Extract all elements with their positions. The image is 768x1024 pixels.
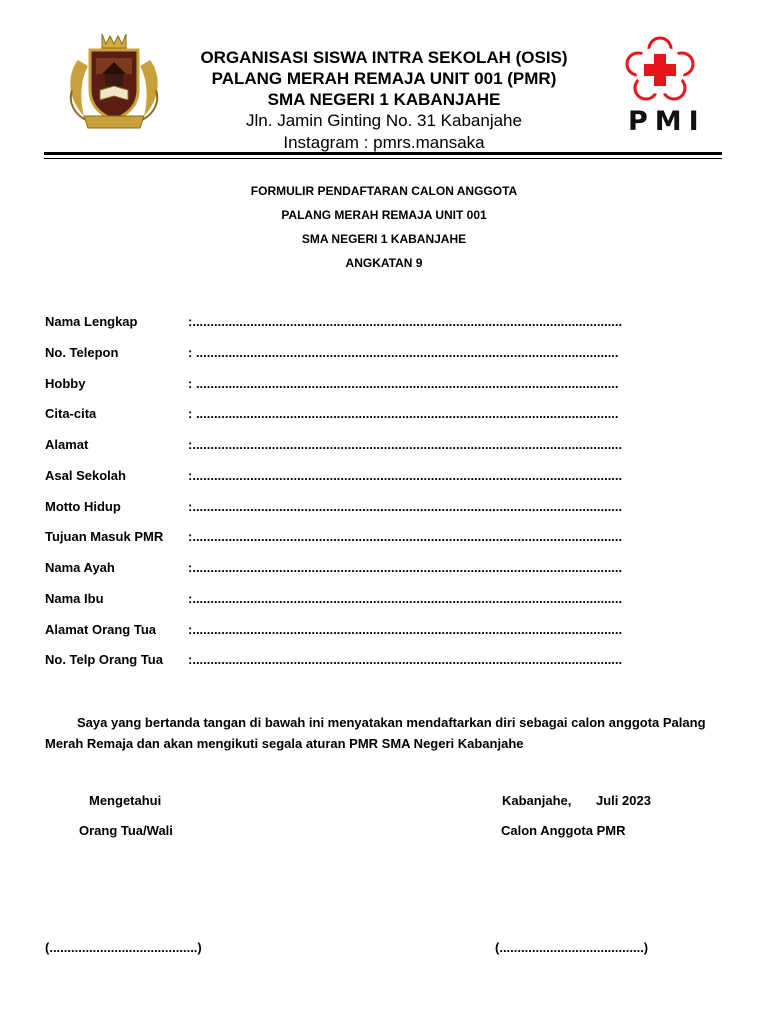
signature-right-role: Calon Anggota PMR <box>501 823 626 838</box>
header-divider-thin <box>44 158 722 159</box>
form-title-line2: PALANG MERAH REMAJA UNIT 001 <box>281 208 487 222</box>
signature-right-place: Kabanjahe, <box>502 793 572 808</box>
header-line-osis: ORGANISASI SISWA INTRA SEKOLAH (OSIS) <box>200 48 568 67</box>
field-label-hobby: Hobby <box>45 376 86 391</box>
form-title-line3: SMA NEGERI 1 KABANJAHE <box>301 232 467 246</box>
field-label-alamat: Alamat <box>45 437 89 452</box>
pmi-cross-icon <box>624 36 696 102</box>
signature-left-line[interactable]: (.........................................) <box>45 940 202 955</box>
header-line-pmr: PALANG MERAH REMAJA UNIT 001 (PMR) <box>211 69 557 88</box>
signature-right-line[interactable]: (........................................) <box>495 940 649 955</box>
field-label-cita-cita: Cita-cita <box>45 406 97 421</box>
field-label-motto-hidup: Motto Hidup <box>45 499 121 514</box>
signature-left-role: Orang Tua/Wali <box>79 823 173 838</box>
form-title-line1: FORMULIR PENDAFTARAN CALON ANGGOTA <box>250 184 518 198</box>
field-blank-nama-lengkap[interactable]: :....................................................................................................................... <box>188 314 623 329</box>
field-blank-tujuan-masuk-pmr[interactable]: :....................................................................................................................... <box>188 529 623 544</box>
field-blank-cita-cita[interactable]: : ..................................................................................................................... <box>188 406 619 421</box>
declaration-statement: Saya yang bertanda tangan di bawah ini menyatakan mendaftarkan diri sebagai calon anggota Palang Merah Remaja dan akan mengikuti segala aturan PMR SMA Negeri Kabanjahe <box>45 715 706 751</box>
field-label-no-telp-orang-tua: No. Telp Orang Tua <box>45 652 163 667</box>
field-blank-no-telepon[interactable]: : ..................................................................................................................... <box>188 345 619 360</box>
field-blank-alamat-orang-tua[interactable]: :....................................................................................................................... <box>188 622 623 637</box>
field-label-alamat-orang-tua: Alamat Orang Tua <box>45 622 157 637</box>
field-label-no-telepon: No. Telepon <box>45 345 119 360</box>
field-blank-motto-hidup[interactable]: :....................................................................................................................... <box>188 499 623 514</box>
field-blank-alamat[interactable]: :....................................................................................................................... <box>188 437 623 452</box>
header-line-school: SMA NEGERI 1 KABANJAHE <box>267 90 501 109</box>
field-blank-nama-ibu[interactable]: :....................................................................................................................... <box>188 591 623 606</box>
field-blank-no-telp-orang-tua[interactable]: :....................................................................................................................... <box>188 652 623 667</box>
field-label-nama-lengkap: Nama Lengkap <box>45 314 138 329</box>
field-label-nama-ibu: Nama Ibu <box>45 591 104 606</box>
pmi-logo-text: PMI <box>628 106 706 137</box>
pmi-logo <box>624 36 706 140</box>
header-address: Jln. Jamin Ginting No. 31 Kabanjahe <box>246 111 522 130</box>
form-title-line4: ANGKATAN 9 <box>345 256 423 270</box>
field-label-tujuan-masuk-pmr: Tujuan Masuk PMR <box>45 529 164 544</box>
school-crest-logo <box>66 30 162 134</box>
signature-left-acknowledge: Mengetahui <box>89 793 162 808</box>
signature-right-date: Juli 2023 <box>596 793 651 808</box>
header-instagram: Instagram : pmrs.mansaka <box>283 133 485 152</box>
field-blank-asal-sekolah[interactable]: :....................................................................................................................... <box>188 468 623 483</box>
field-label-nama-ayah: Nama Ayah <box>45 560 115 575</box>
field-label-asal-sekolah: Asal Sekolah <box>45 468 126 483</box>
field-blank-nama-ayah[interactable]: :....................................................................................................................... <box>188 560 623 575</box>
field-blank-hobby[interactable]: : ..................................................................................................................... <box>188 376 619 391</box>
header-divider-thick <box>44 152 722 155</box>
